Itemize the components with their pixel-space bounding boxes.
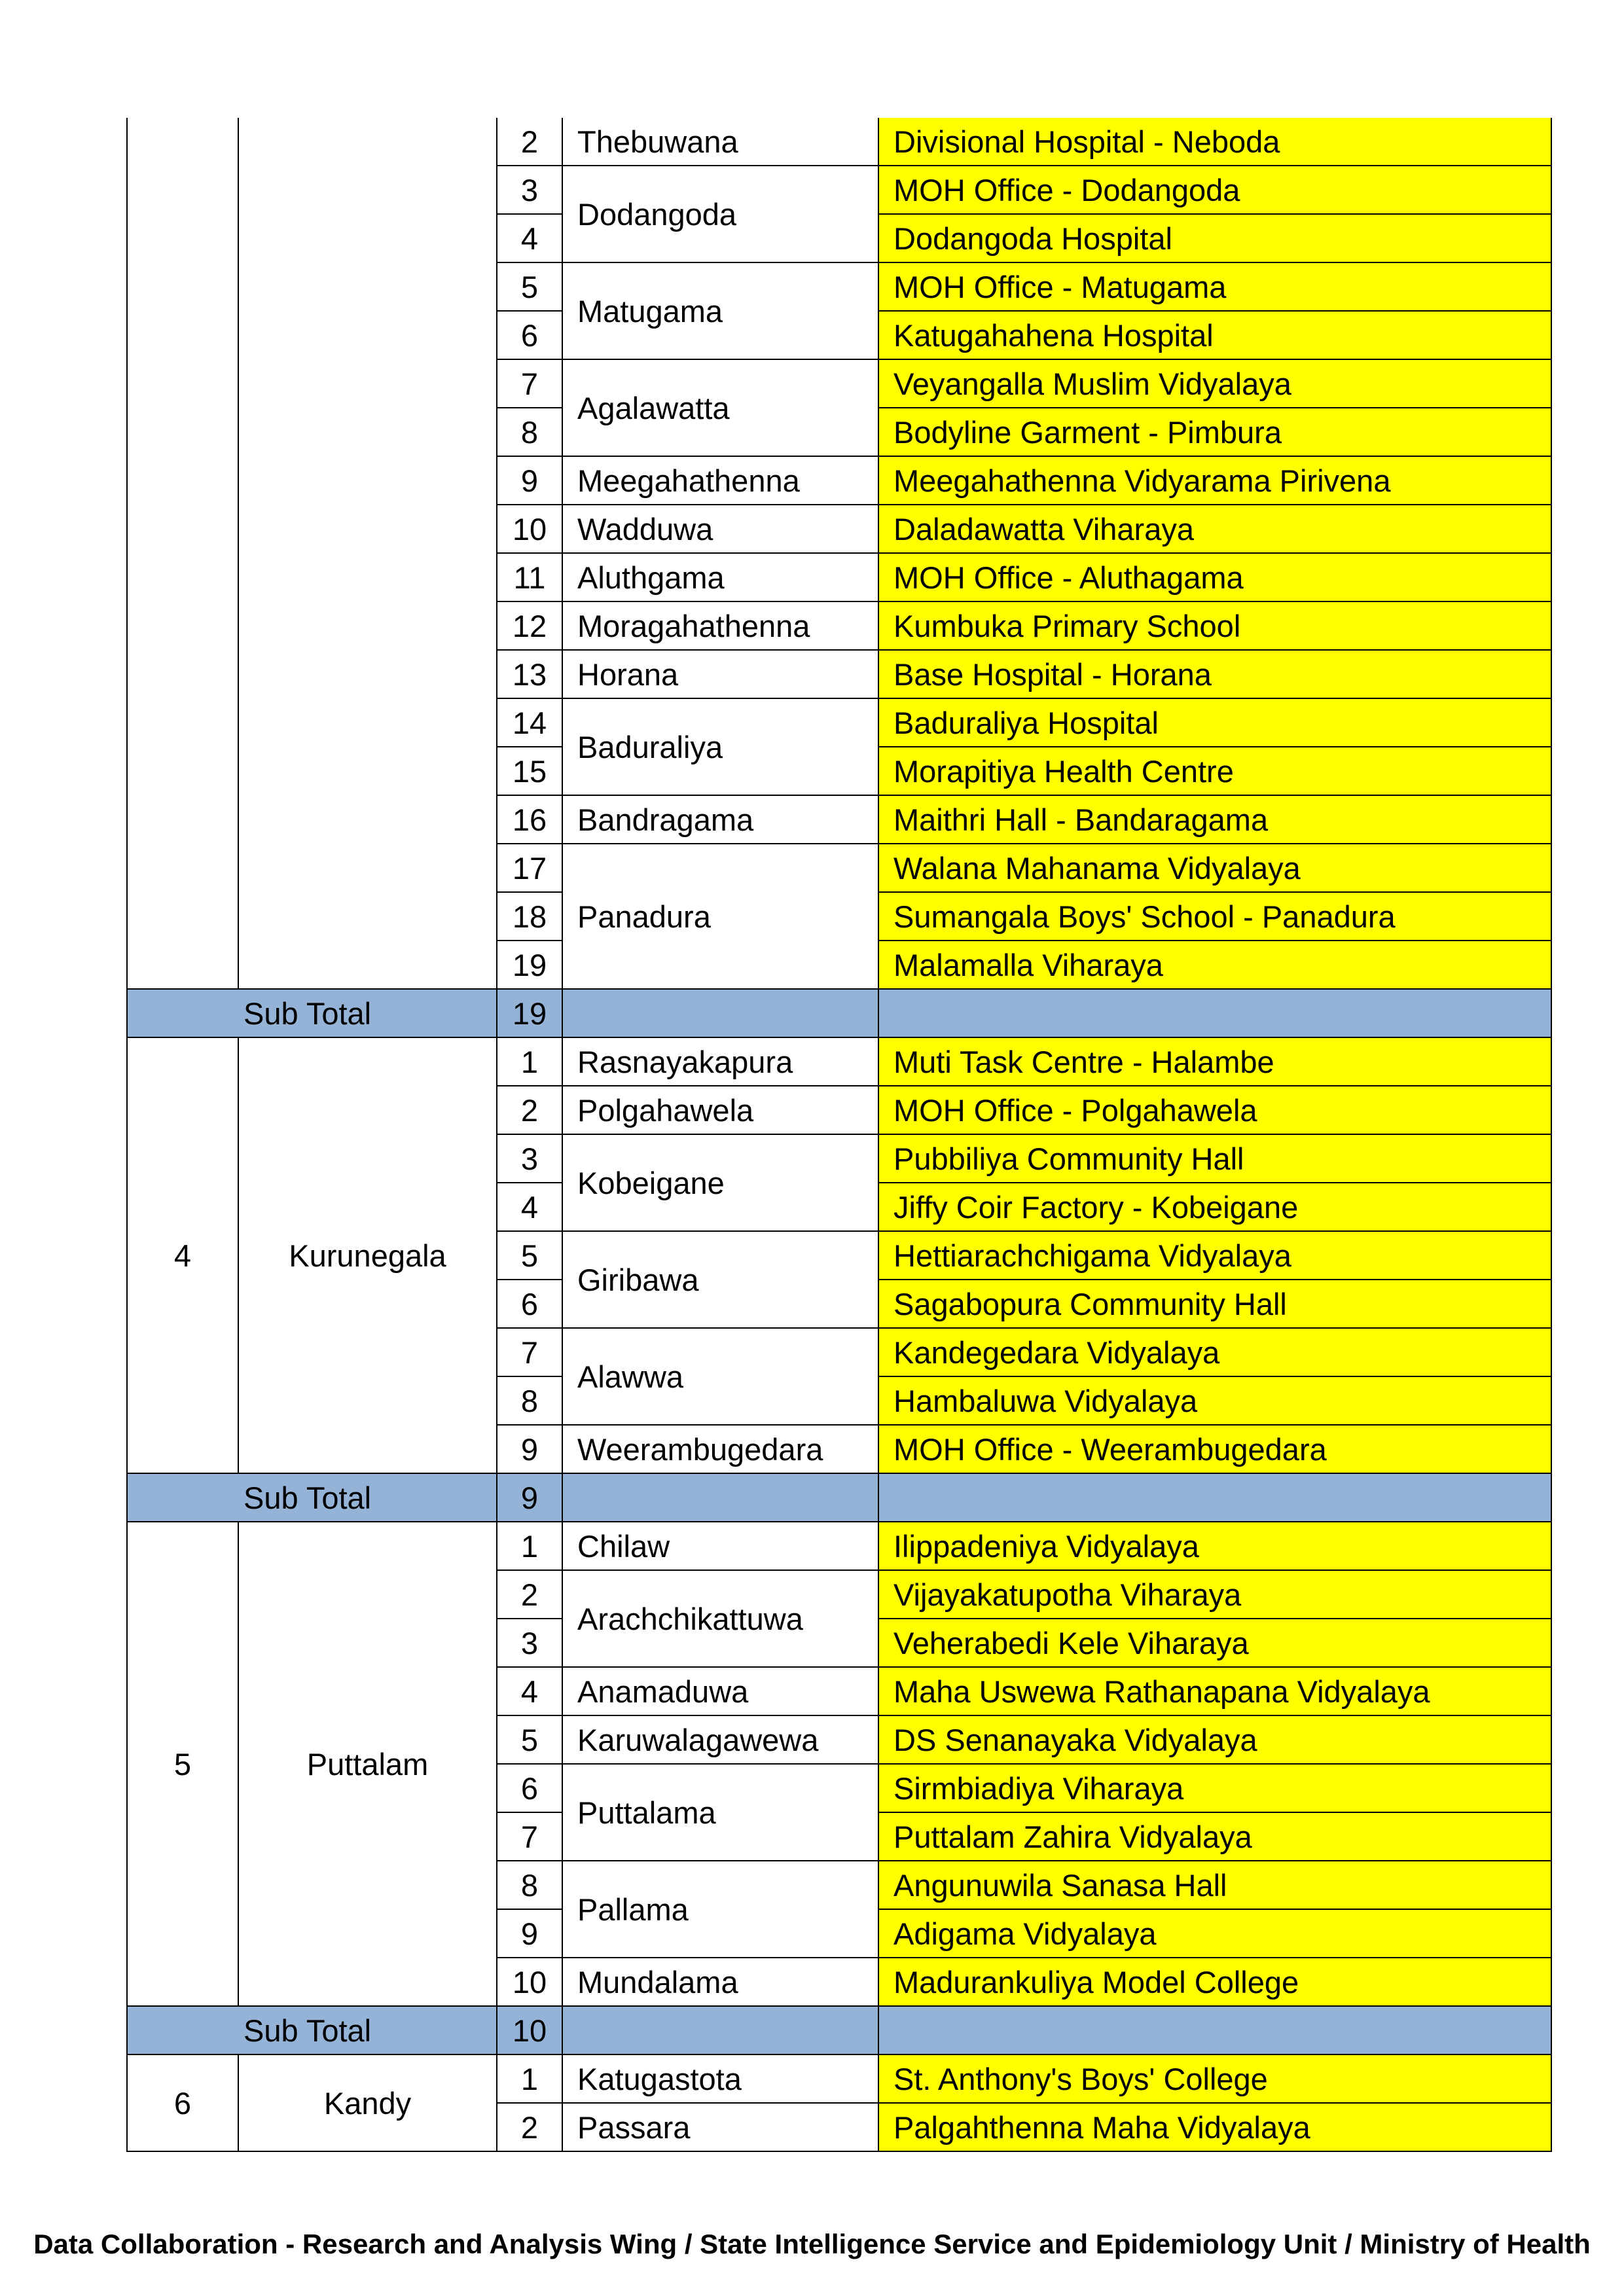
- vaccination-centre-cell: Maithri Hall - Bandaragama: [878, 795, 1551, 844]
- district-number-cell: [127, 118, 238, 989]
- row-number-cell: 7: [497, 359, 562, 408]
- vaccination-centre-cell: Muti Task Centre - Halambe: [878, 1037, 1551, 1086]
- district-name-cell: Kurunegala: [238, 1037, 497, 1473]
- district-number-cell: 6: [127, 2054, 238, 2151]
- subtotal-count: 19: [497, 989, 562, 1037]
- vaccination-centre-cell: Morapitiya Health Centre: [878, 747, 1551, 795]
- vaccination-centre-cell: MOH Office - Weerambugedara: [878, 1425, 1551, 1473]
- district-name-cell: Kandy: [238, 2054, 497, 2151]
- vaccination-centre-cell: DS Senanayaka Vidyalaya: [878, 1715, 1551, 1764]
- vaccination-centre-cell: Sumangala Boys' School - Panadura: [878, 892, 1551, 941]
- vaccination-centre-cell: Puttalam Zahira Vidyalaya: [878, 1812, 1551, 1861]
- vaccination-centre-cell: Ilippadeniya Vidyalaya: [878, 1522, 1551, 1570]
- vaccination-centre-cell: Divisional Hospital - Neboda: [878, 118, 1551, 166]
- vaccination-centre-cell: Veyangalla Muslim Vidyalaya: [878, 359, 1551, 408]
- vaccination-centre-cell: Base Hospital - Horana: [878, 650, 1551, 698]
- vaccination-centre-cell: Adigama Vidyalaya: [878, 1909, 1551, 1958]
- moh-area-cell: Thebuwana: [562, 118, 878, 166]
- subtotal-empty-cell: [562, 1473, 878, 1522]
- vaccination-centre-cell: Jiffy Coir Factory - Kobeigane: [878, 1183, 1551, 1231]
- row-number-cell: 7: [497, 1328, 562, 1376]
- row-number-cell: 5: [497, 1715, 562, 1764]
- moh-area-cell: Panadura: [562, 844, 878, 989]
- moh-area-cell: Rasnayakapura: [562, 1037, 878, 1086]
- district-name-cell: [238, 118, 497, 989]
- row-number-cell: 9: [497, 1909, 562, 1958]
- row-number-cell: 2: [497, 1570, 562, 1619]
- vaccination-centre-cell: Pubbiliya Community Hall: [878, 1134, 1551, 1183]
- row-number-cell: 4: [497, 214, 562, 262]
- vaccination-centre-cell: MOH Office - Matugama: [878, 262, 1551, 311]
- vaccination-centre-cell: Sagabopura Community Hall: [878, 1280, 1551, 1328]
- moh-area-cell: Moragahathenna: [562, 601, 878, 650]
- moh-area-cell: Passara: [562, 2103, 878, 2151]
- row-number-cell: 3: [497, 1134, 562, 1183]
- vaccination-centre-cell: MOH Office - Dodangoda: [878, 166, 1551, 214]
- table-row: [127, 1522, 1551, 1570]
- row-number-cell: 4: [497, 1183, 562, 1231]
- row-number-cell: 1: [497, 1037, 562, 1086]
- vaccination-centre-cell: Veherabedi Kele Viharaya: [878, 1619, 1551, 1667]
- district-number-cell: 4: [127, 1037, 238, 1473]
- row-number-cell: 6: [497, 1764, 562, 1812]
- row-number-cell: 15: [497, 747, 562, 795]
- subtotal-label: Sub Total: [127, 989, 497, 1037]
- vaccination-centre-cell: Madurankuliya Model College: [878, 1958, 1551, 2006]
- subtotal-count: 9: [497, 1473, 562, 1522]
- row-number-cell: 9: [497, 456, 562, 505]
- vaccination-centre-cell: Kumbuka Primary School: [878, 601, 1551, 650]
- row-number-cell: 4: [497, 1667, 562, 1715]
- vaccination-centre-cell: Malamalla Viharaya: [878, 941, 1551, 989]
- table-row: [127, 2054, 1551, 2103]
- vaccination-centre-cell: Angunuwila Sanasa Hall: [878, 1861, 1551, 1909]
- page-footer: Data Collaboration - Research and Analysis Wing / State Intelligence Service and Epidemiology Unit / Ministry of Health: [33, 2229, 1591, 2259]
- moh-area-cell: Agalawatta: [562, 359, 878, 456]
- vaccination-centre-cell: Walana Mahanama Vidyalaya: [878, 844, 1551, 892]
- row-number-cell: 8: [497, 1376, 562, 1425]
- row-number-cell: 14: [497, 698, 562, 747]
- vaccination-centre-cell: St. Anthony's Boys' College: [878, 2054, 1551, 2103]
- vaccination-centre-cell: Daladawatta Viharaya: [878, 505, 1551, 553]
- row-number-cell: 6: [497, 1280, 562, 1328]
- row-number-cell: 12: [497, 601, 562, 650]
- subtotal-row: [127, 989, 1551, 1037]
- moh-area-cell: Bandragama: [562, 795, 878, 844]
- subtotal-row: [127, 1473, 1551, 1522]
- moh-area-cell: Weerambugedara: [562, 1425, 878, 1473]
- vaccination-centre-cell: MOH Office - Aluthagama: [878, 553, 1551, 601]
- table-row: [127, 118, 1551, 166]
- table-row: [127, 1037, 1551, 1086]
- subtotal-row: [127, 2006, 1551, 2054]
- row-number-cell: 1: [497, 2054, 562, 2103]
- subtotal-count: 10: [497, 2006, 562, 2054]
- moh-area-cell: Giribawa: [562, 1231, 878, 1328]
- vaccination-centre-cell: Maha Uswewa Rathanapana Vidyalaya: [878, 1667, 1551, 1715]
- moh-area-cell: Mundalama: [562, 1958, 878, 2006]
- moh-area-cell: Meegahathenna: [562, 456, 878, 505]
- vaccination-centre-cell: Hambaluwa Vidyalaya: [878, 1376, 1551, 1425]
- moh-area-cell: Pallama: [562, 1861, 878, 1958]
- moh-area-cell: Aluthgama: [562, 553, 878, 601]
- subtotal-empty-cell: [878, 1473, 1551, 1522]
- moh-area-cell: Polgahawela: [562, 1086, 878, 1134]
- vaccination-centre-cell: Katugahahena Hospital: [878, 311, 1551, 359]
- row-number-cell: 7: [497, 1812, 562, 1861]
- row-number-cell: 2: [497, 1086, 562, 1134]
- vaccination-centre-cell: Bodyline Garment - Pimbura: [878, 408, 1551, 456]
- row-number-cell: 1: [497, 1522, 562, 1570]
- moh-area-cell: Anamaduwa: [562, 1667, 878, 1715]
- vaccination-centre-cell: Palgahthenna Maha Vidyalaya: [878, 2103, 1551, 2151]
- subtotal-empty-cell: [562, 2006, 878, 2054]
- moh-area-cell: Katugastota: [562, 2054, 878, 2103]
- district-name-cell: Puttalam: [238, 1522, 497, 2006]
- row-number-cell: 10: [497, 1958, 562, 2006]
- moh-area-cell: Kobeigane: [562, 1134, 878, 1231]
- moh-area-cell: Arachchikattuwa: [562, 1570, 878, 1667]
- subtotal-label: Sub Total: [127, 2006, 497, 2054]
- moh-area-cell: Baduraliya: [562, 698, 878, 795]
- vaccination-centre-cell: Hettiarachchigama Vidyalaya: [878, 1231, 1551, 1280]
- row-number-cell: 13: [497, 650, 562, 698]
- row-number-cell: 11: [497, 553, 562, 601]
- row-number-cell: 16: [497, 795, 562, 844]
- vaccination-centre-cell: Meegahathenna Vidyarama Pirivena: [878, 456, 1551, 505]
- row-number-cell: 10: [497, 505, 562, 553]
- row-number-cell: 5: [497, 262, 562, 311]
- vaccination-centre-cell: Kandegedara Vidyalaya: [878, 1328, 1551, 1376]
- row-number-cell: 19: [497, 941, 562, 989]
- vaccination-centre-cell: Vijayakatupotha Viharaya: [878, 1570, 1551, 1619]
- vaccination-centre-cell: Dodangoda Hospital: [878, 214, 1551, 262]
- table-body: [127, 118, 1551, 2151]
- vaccination-centre-cell: MOH Office - Polgahawela: [878, 1086, 1551, 1134]
- row-number-cell: 3: [497, 1619, 562, 1667]
- subtotal-label: Sub Total: [127, 1473, 497, 1522]
- row-number-cell: 9: [497, 1425, 562, 1473]
- moh-area-cell: Wadduwa: [562, 505, 878, 553]
- district-number-cell: 5: [127, 1522, 238, 2006]
- moh-area-cell: Horana: [562, 650, 878, 698]
- row-number-cell: 3: [497, 166, 562, 214]
- vaccination-centres-table: [126, 118, 1552, 2152]
- vaccination-centre-cell: Sirmbiadiya Viharaya: [878, 1764, 1551, 1812]
- moh-area-cell: Chilaw: [562, 1522, 878, 1570]
- row-number-cell: 6: [497, 311, 562, 359]
- subtotal-empty-cell: [562, 989, 878, 1037]
- moh-area-cell: Dodangoda: [562, 166, 878, 262]
- moh-area-cell: Alawwa: [562, 1328, 878, 1425]
- row-number-cell: 17: [497, 844, 562, 892]
- moh-area-cell: Puttalama: [562, 1764, 878, 1861]
- vaccination-centre-cell: Baduraliya Hospital: [878, 698, 1551, 747]
- row-number-cell: 8: [497, 1861, 562, 1909]
- row-number-cell: 2: [497, 118, 562, 166]
- subtotal-empty-cell: [878, 989, 1551, 1037]
- moh-area-cell: Matugama: [562, 262, 878, 359]
- row-number-cell: 18: [497, 892, 562, 941]
- row-number-cell: 5: [497, 1231, 562, 1280]
- row-number-cell: 8: [497, 408, 562, 456]
- subtotal-empty-cell: [878, 2006, 1551, 2054]
- row-number-cell: 2: [497, 2103, 562, 2151]
- moh-area-cell: Karuwalagawewa: [562, 1715, 878, 1764]
